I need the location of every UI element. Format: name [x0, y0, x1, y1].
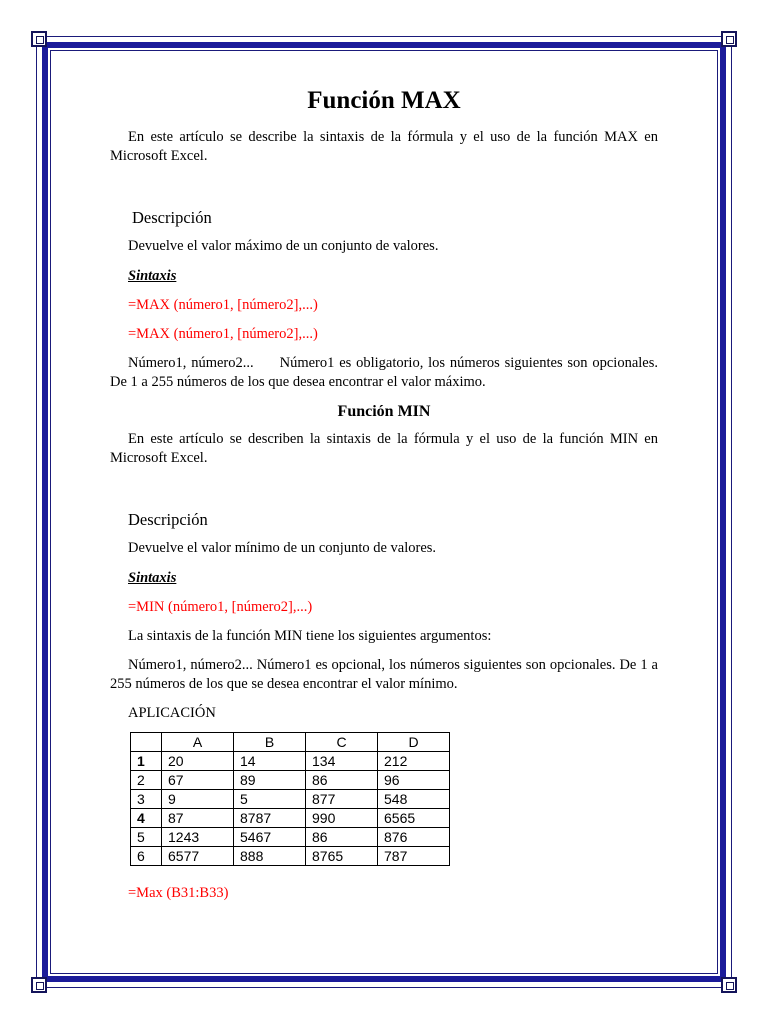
max-description-heading: Descripción [132, 208, 212, 227]
table-cell: 8765 [306, 847, 378, 866]
table-cell: 6565 [378, 809, 450, 828]
corner-ornament-icon [721, 31, 737, 47]
corner-ornament-icon [31, 31, 47, 47]
table-cell: 89 [234, 771, 306, 790]
min-description-heading: Descripción [128, 510, 208, 529]
table-cell: 548 [378, 790, 450, 809]
table-cell: 9 [162, 790, 234, 809]
max-intro: En este artículo se describe la sintaxis de la fórmula y el uso de la función MAX en Microsoft Excel. [110, 129, 658, 164]
spreadsheet-table [130, 732, 450, 866]
table-cell: 86 [306, 828, 378, 847]
row-header: 5 [131, 828, 162, 847]
table-cell: 787 [378, 847, 450, 866]
table-cell: 212 [378, 752, 450, 771]
table-cell: 990 [306, 809, 378, 828]
min-intro: En este artículo se describen la sintaxis de la fórmula y el uso de la función MIN en Microsoft Excel. [110, 431, 658, 466]
table-row [131, 771, 450, 790]
table-cell: 20 [162, 752, 234, 771]
table-cell: 5 [234, 790, 306, 809]
corner-ornament-icon [721, 977, 737, 993]
row-header: 2 [131, 771, 162, 790]
row-header: 4 [131, 809, 162, 828]
table-cell: 5467 [234, 828, 306, 847]
table-cell: 87 [162, 809, 234, 828]
column-header: C [306, 733, 378, 752]
corner-ornament-icon [31, 977, 47, 993]
max-syntax-label: Sintaxis [128, 268, 177, 284]
corner-cell [131, 733, 162, 752]
min-heading: Función MIN [337, 403, 431, 420]
max-formula-2: =MAX (número1, [número2],...) [128, 326, 318, 342]
table-row [131, 752, 450, 771]
max-formula-1: =MAX (número1, [número2],...) [128, 297, 318, 313]
row-header: 6 [131, 847, 162, 866]
max-arguments [110, 354, 658, 392]
max-args-text: Número1 es obligatorio, los números siguientes son opcionales. De 1 a 255 números de los que desea encontrar el valor máximo. [110, 355, 658, 390]
table-body [131, 752, 450, 866]
table-header-row [131, 733, 450, 752]
table-row [131, 828, 450, 847]
row-header: 3 [131, 790, 162, 809]
table-cell: 1243 [162, 828, 234, 847]
aplicacion-label: APLICACIÓN [128, 705, 216, 721]
table-cell: 876 [378, 828, 450, 847]
table-row [131, 809, 450, 828]
column-header: D [378, 733, 450, 752]
min-formula: =MIN (número1, [número2],...) [128, 599, 313, 615]
example-formula: =Max (B31:B33) [128, 885, 229, 901]
table-cell: 134 [306, 752, 378, 771]
min-description-text: Devuelve el valor mínimo de un conjunto de valores. [128, 540, 437, 556]
table-cell: 14 [234, 752, 306, 771]
row-header: 1 [131, 752, 162, 771]
table-row [131, 790, 450, 809]
table-cell: 6577 [162, 847, 234, 866]
column-header: A [162, 733, 234, 752]
table-cell: 877 [306, 790, 378, 809]
min-syntax-label: Sintaxis [128, 570, 177, 586]
table-cell: 67 [162, 771, 234, 790]
max-description-text: Devuelve el valor máximo de un conjunto de valores. [128, 238, 439, 254]
table-cell: 96 [378, 771, 450, 790]
min-arguments-intro: La sintaxis de la función MIN tiene los siguientes argumentos: [128, 628, 492, 644]
page-title: Función MAX [307, 87, 461, 114]
column-header: B [234, 733, 306, 752]
table-row [131, 847, 450, 866]
max-args-lead: Número1, número2... [128, 355, 254, 371]
document-body [110, 84, 658, 723]
table-cell: 888 [234, 847, 306, 866]
table-cell: 86 [306, 771, 378, 790]
table-cell: 8787 [234, 809, 306, 828]
min-arguments: Número1, número2... Número1 es opcional, los números siguientes son opcionales. De 1 a 255 números de los que se desea encontrar el valor mínimo. [110, 657, 658, 692]
